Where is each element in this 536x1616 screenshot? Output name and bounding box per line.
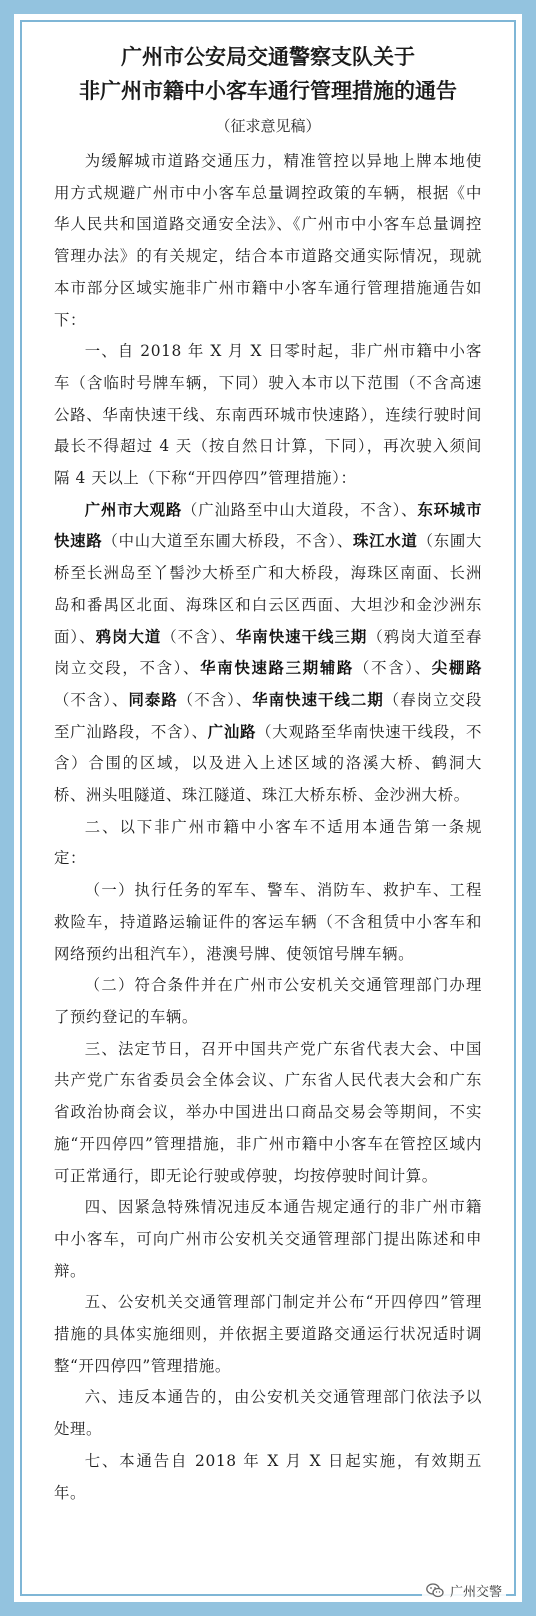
paragraph-article-4: 四、因紧急特殊情况违反本通告规定通行的非广州市籍中小客车，可向广州市公安机关交通管理部门提出陈述和申辩。 xyxy=(54,1198,482,1280)
road-segment-note: （鸦岗大道至春岗立交段，不含）、 xyxy=(54,627,482,678)
road-segment-note: （中山大道至东圃大桥段，不含）、 xyxy=(102,532,354,551)
road-name: 鸦岗大道 xyxy=(95,627,162,646)
draft-subtitle: （征求意见稿） xyxy=(215,117,321,135)
paragraph-article-6: 六、违反本通告的，由公安机关交通管理部门依法予以处理。 xyxy=(54,1388,482,1439)
road-segment-note: （不含）、 xyxy=(177,690,253,709)
road-segment-note: （大观路至华南快速干线段，不含）合围的区域，以及进入上述区域的洛溪大桥、鹤洞大桥、洲头咀隧道、珠江隧道、珠江大桥东桥、金沙洲大桥。 xyxy=(54,722,482,805)
road-segment-note: （广汕路至中山大道段，不含）、 xyxy=(182,500,418,519)
road-name: 华南快速干线二期 xyxy=(252,690,384,709)
notice-title-line-1: 广州市公安局交通警察支队关于 xyxy=(121,45,415,69)
road-segment-note: （不含）、 xyxy=(161,627,236,646)
road-name: 华南快速路三期辅路 xyxy=(200,659,355,678)
paragraph-intro: 为缓解城市道路交通压力，精准管控以异地上牌本地使用方式规避广州市中小客车总量调控政策的车辆，根据《中华人民共和国道路交通安全法》、《广州市中小客车总量调控管理办法》的有关规定，结合本市道路交通实际情况，现就本市部分区域实施非广州市籍中小客车通行管理措施通告如下： xyxy=(54,152,482,329)
watermark-text: 广州交警 xyxy=(449,1585,502,1600)
paragraph-article-1: 一、自 2018 年 X 月 X 日零时起，非广州市籍中小客车（含临时号牌车辆，下同）驶入本市以下范围（不含高速公路、华南快速干线、东南西环城市快速路），连续行驶时间最长不得超过 4 天（按自然日计算，下同），再次驶入须间隔 4 天以上（下称“开四停四”管理措施）： xyxy=(54,342,482,488)
road-segment-note: （东圃大桥至长洲岛至丫髻沙大桥至广和大桥段，海珠区南面、长洲岛和番禺区北面、海珠区和白云区西面、大坦沙和金沙洲东面）、 xyxy=(54,532,483,646)
road-name: 华南快速干线三期 xyxy=(235,627,368,646)
road-name: 东环城市快速路 xyxy=(54,500,482,551)
road-name: 珠江水道 xyxy=(353,532,418,551)
wechat-icon xyxy=(426,1583,444,1598)
account-watermark xyxy=(422,1579,506,1602)
road-segment-note: （不含）、 xyxy=(54,690,129,709)
paragraph-article-2: 二、以下非广州市籍中小客车不适用本通告第一条规定： xyxy=(54,817,482,868)
paragraph-article-3: 三、法定节日，召开中国共产党广东省代表大会、中国共产党广东省委员会全体会议、广东省人民代表大会和广东省政治协商会议，举办中国进出口商品交易会等期间，不实施“开四停四”管理措施，非广州市籍中小客车在管控区域内可正常通行，即无论行驶或停驶，均按停驶时间计算。 xyxy=(54,1039,482,1185)
paragraph-article-2-item-2: （二）符合条件并在广州市公安机关交通管理部门办理了预约登记的车辆。 xyxy=(54,976,482,1026)
paragraph-restricted-area xyxy=(54,495,482,812)
paragraph-article-2-item-1: （一）执行任务的军车、警车、消防车、救护车、工程救险车，持道路运输证件的客运车辆（不含租赁中小客车和网络预约出租汽车），港澳号牌、使领馆号牌车辆。 xyxy=(54,881,482,963)
road-name: 广州市大观路 xyxy=(84,500,183,519)
notice-document xyxy=(54,40,482,1509)
paragraph-article-5: 五、公安机关交通管理部门制定并公布“开四停四”管理措施的具体实施细则，并依据主要道路交通运行状况适时调整“开四停四”管理措施。 xyxy=(54,1293,482,1375)
road-name: 广汕路 xyxy=(207,722,257,741)
road-segment-note: （不含）、 xyxy=(354,659,432,678)
paragraph-article-7: 七、本通告自 2018 年 X 月 X 日起实施，有效期五年。 xyxy=(54,1451,482,1502)
road-name: 尖棚路 xyxy=(431,659,482,678)
road-name: 同泰路 xyxy=(128,690,178,709)
road-segment-note: （春岗立交段至广汕路段，不含）、 xyxy=(54,690,482,741)
notice-title-line-2: 非广州市籍中小客车通行管理措施的通告 xyxy=(79,79,457,103)
